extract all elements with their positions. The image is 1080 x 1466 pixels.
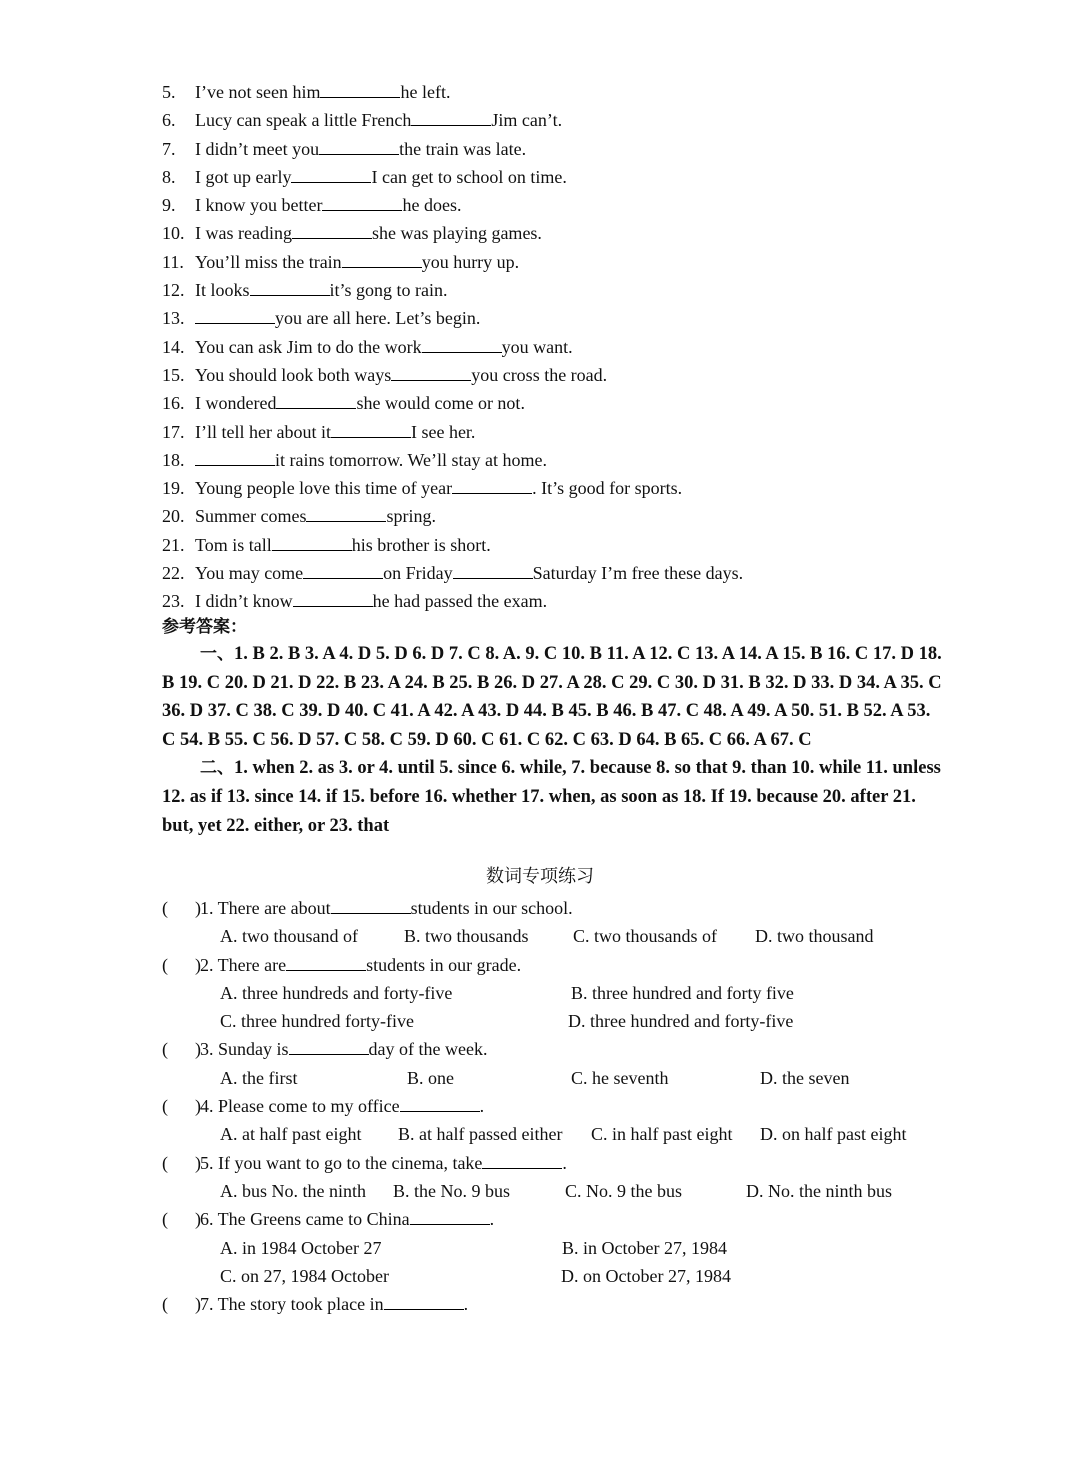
- option-c[interactable]: C. on 27, 1984 October: [220, 1265, 389, 1286]
- answer-blank[interactable]: [195, 306, 275, 324]
- answer-blank[interactable]: [250, 278, 330, 296]
- option-row: [162, 1064, 962, 1092]
- option-a[interactable]: A. in 1984 October 27: [220, 1237, 382, 1258]
- answer-blank[interactable]: [286, 953, 366, 971]
- exercise-item: 17. I’ll tell her about it I see her.: [162, 421, 476, 442]
- exercise-item: 15. You should look both ways you cross the road.: [162, 364, 608, 385]
- exercise-item: 8. I got up early I can get to school on time.: [162, 166, 567, 187]
- option-c[interactable]: C. three hundred forty-five: [220, 1011, 414, 1032]
- answer-blank[interactable]: [289, 1037, 369, 1055]
- answer-paren[interactable]: ( ): [162, 1152, 201, 1173]
- answer-blank[interactable]: [391, 363, 471, 381]
- option-d[interactable]: D. No. the ninth bus: [746, 1180, 892, 1201]
- multiple-choice-list: [162, 894, 962, 1318]
- question-stem: ( )4. Please come to my office .: [162, 1092, 962, 1120]
- option-d[interactable]: D. three hundred and forty-five: [568, 1011, 794, 1032]
- answer-paren[interactable]: ( ): [162, 954, 201, 975]
- exercise-item: 11. You’ll miss the train you hurry up.: [162, 251, 520, 272]
- section-title: 数词专项练习: [486, 866, 594, 887]
- answer-blank[interactable]: [272, 533, 352, 551]
- option-row: [162, 1007, 962, 1035]
- answer-paren[interactable]: ( ): [162, 898, 201, 918]
- option-b[interactable]: B. one: [407, 1067, 454, 1088]
- answer-blank[interactable]: [291, 165, 371, 183]
- option-row: [162, 1234, 962, 1262]
- answer-blank[interactable]: [276, 391, 356, 409]
- question-stem: ( )7. The story took place in .: [162, 1290, 962, 1318]
- answer-blank[interactable]: [322, 193, 402, 211]
- option-d[interactable]: D. two thousand: [755, 926, 874, 947]
- answers-heading: 参考答案：: [162, 617, 247, 637]
- exercise-item: 22. You may come on Friday Saturday I’m free these days.: [162, 563, 744, 584]
- option-c[interactable]: C. No. 9 the bus: [565, 1180, 682, 1201]
- exercise-item: 16. I wondered she would come or not.: [162, 393, 525, 414]
- answer-blank[interactable]: [411, 108, 491, 126]
- answer-blank[interactable]: [320, 80, 400, 98]
- option-a[interactable]: A. two thousand of: [220, 926, 358, 947]
- exercise-item: 10. I was reading she was playing games.: [162, 223, 542, 244]
- option-b[interactable]: B. at half passed either: [398, 1124, 563, 1145]
- answer-blank[interactable]: [331, 896, 411, 914]
- answer-blank[interactable]: [410, 1207, 490, 1225]
- exercise-item: 6. Lucy can speak a little French Jim can’t.: [162, 110, 563, 131]
- exercise-item: 19. Young people love this time of year . It’s good for sports.: [162, 478, 683, 499]
- exercise-item: 14. You can ask Jim to do the work you want.: [162, 336, 573, 357]
- answer-blank[interactable]: [292, 221, 372, 239]
- answer-blank[interactable]: [452, 476, 532, 494]
- option-d[interactable]: D. on October 27, 1984: [561, 1265, 731, 1286]
- question-stem: ( )1. There are about students in our school.: [162, 894, 962, 922]
- answer-key-part-2: 二、1. when 2. as 3. or 4. until 5. since 6. while, 7. because 8. so that 9. than 10. while 11. unless 12. as if 13. since 14. if 15. before 16. whether 17. when, as soon as 18. If 19. because 20. after 21. but, yet 22. either, or 23. that: [162, 758, 941, 836]
- option-a[interactable]: A. bus No. the ninth: [220, 1180, 366, 1201]
- answer-blank[interactable]: [422, 335, 502, 353]
- answer-paren[interactable]: ( ): [162, 1096, 201, 1117]
- option-b[interactable]: B. two thousands: [404, 926, 529, 947]
- exercise-item: 7. I didn’t meet you the train was late.: [162, 138, 527, 159]
- exercise-item: 23. I didn’t know he had passed the exam.: [162, 591, 548, 612]
- option-a[interactable]: A. three hundreds and forty-five: [220, 982, 453, 1003]
- exercise-item: 9. I know you better he does.: [162, 195, 462, 216]
- fill-in-exercise-list: [162, 78, 982, 616]
- answer-blank[interactable]: [453, 561, 533, 579]
- answer-blank[interactable]: [303, 561, 383, 579]
- answer-blank[interactable]: [400, 1094, 480, 1112]
- answer-paren[interactable]: ( ): [162, 1294, 201, 1315]
- answer-blank[interactable]: [384, 1292, 464, 1310]
- question-stem: ( )6. The Greens came to China .: [162, 1205, 962, 1233]
- answer-paren[interactable]: ( ): [162, 1209, 201, 1230]
- option-row: [162, 1120, 962, 1148]
- exercise-item: 21. Tom is tall his brother is short.: [162, 534, 491, 555]
- option-b[interactable]: B. in October 27, 1984: [562, 1237, 727, 1258]
- exercise-item: 18. it rains tomorrow. We’ll stay at home.: [162, 449, 547, 470]
- answer-key: [162, 640, 942, 840]
- option-b[interactable]: B. the No. 9 bus: [393, 1180, 510, 1201]
- option-row: [162, 922, 962, 950]
- option-d[interactable]: D. the seven: [760, 1067, 850, 1088]
- exercise-item: 12. It looks it’s gong to rain.: [162, 280, 448, 301]
- answer-key-part-1: 一、1. B 2. B 3. A 4. D 5. D 6. D 7. C 8. A. 9. C 10. B 11. A 12. C 13. A 14. A 15. B 16. C 17. D 18. B 19. C 20. D 21. D 22. B 23. A 24. B 25. B 26. D 27. A 28. C 29. C 30. D 31. B 32. D 33. D 34. A 35. C 36. D 37. C 38. C 39. D 40. C 41. A 42. A 43. D 44. B 45. B 46. B 47. C 48. A 49. A 50. 51. B 52. A 53. C 54. B 55. C 56. D 57. C 58. C 59. D 60. C 61. C 62. C 63. D 64. B 65. C 66. A 67. C: [162, 644, 942, 750]
- exercise-item: 5. I’ve not seen him he left.: [162, 82, 451, 102]
- answer-blank[interactable]: [331, 420, 411, 438]
- exercise-item: 13. you are all here. Let’s begin.: [162, 308, 481, 329]
- option-a[interactable]: A. the first: [220, 1067, 298, 1088]
- option-a[interactable]: A. at half past eight: [220, 1124, 362, 1145]
- answer-blank[interactable]: [319, 137, 399, 155]
- option-c[interactable]: C. two thousands of: [573, 926, 717, 947]
- option-b[interactable]: B. three hundred and forty five: [571, 982, 794, 1003]
- option-row: [162, 979, 962, 1007]
- answer-blank[interactable]: [293, 589, 373, 607]
- question-stem: ( )2. There are students in our grade.: [162, 951, 962, 979]
- question-stem: ( )5. If you want to go to the cinema, take .: [162, 1149, 962, 1177]
- question-stem: ( )3. Sunday is day of the week.: [162, 1035, 962, 1063]
- answer-paren[interactable]: ( ): [162, 1039, 201, 1060]
- option-row: [162, 1262, 962, 1290]
- option-c[interactable]: C. he seventh: [571, 1067, 669, 1088]
- answer-blank[interactable]: [195, 448, 275, 466]
- option-c[interactable]: C. in half past eight: [591, 1124, 733, 1145]
- option-d[interactable]: D. on half past eight: [760, 1124, 907, 1145]
- answer-blank[interactable]: [482, 1151, 562, 1169]
- answer-blank[interactable]: [342, 250, 422, 268]
- option-row: [162, 1177, 962, 1205]
- exercise-item: 20. Summer comes spring.: [162, 506, 436, 527]
- answer-blank[interactable]: [306, 504, 386, 522]
